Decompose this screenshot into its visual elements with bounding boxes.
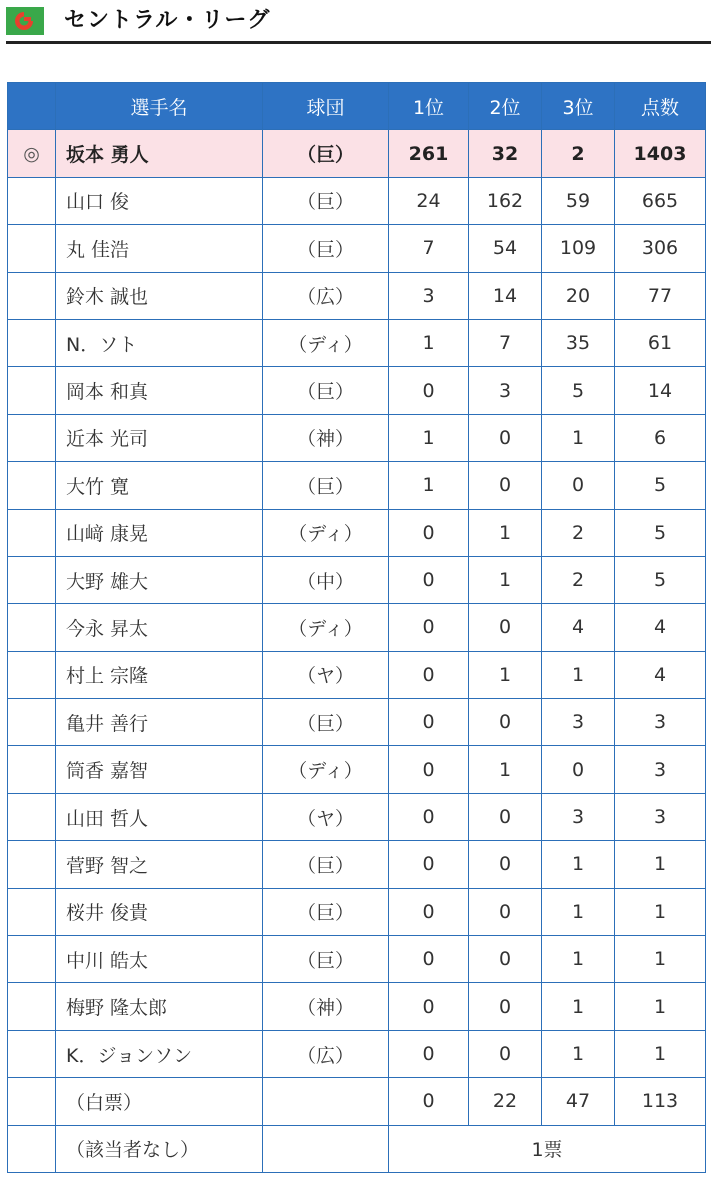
first-place-votes: 0	[389, 1030, 469, 1077]
first-place-votes: 0	[389, 1078, 469, 1125]
second-place-votes: 0	[469, 983, 542, 1030]
player-name: 今永 昇太	[56, 604, 263, 651]
second-place-votes: 0	[469, 936, 542, 983]
second-place-votes: 0	[469, 699, 542, 746]
second-place-votes: 3	[469, 367, 542, 414]
player-name: 鈴木 誠也	[56, 272, 263, 319]
total-points: 77	[615, 272, 706, 319]
second-place-votes: 1	[469, 509, 542, 556]
row-mark	[8, 888, 56, 935]
second-place-votes: 54	[469, 225, 542, 272]
third-place-votes: 20	[542, 272, 615, 319]
team-name: （巨）	[263, 462, 389, 509]
table-row	[8, 1078, 706, 1125]
row-mark	[8, 793, 56, 840]
player-name: 筒香 嘉智	[56, 746, 263, 793]
third-place-votes: 1	[542, 651, 615, 698]
total-points: 665	[615, 177, 706, 224]
league-logo-icon	[6, 7, 44, 35]
table-row	[8, 509, 706, 556]
player-name: 亀井 善行	[56, 699, 263, 746]
total-points: 3	[615, 699, 706, 746]
third-place-votes: 4	[542, 604, 615, 651]
first-place-votes: 0	[389, 699, 469, 746]
total-points: 5	[615, 462, 706, 509]
third-place-votes: 1	[542, 983, 615, 1030]
team-name: （広）	[263, 1030, 389, 1077]
first-place-votes: 7	[389, 225, 469, 272]
second-place-votes: 0	[469, 462, 542, 509]
second-place-votes: 162	[469, 177, 542, 224]
first-place-votes: 261	[389, 130, 469, 177]
table-row	[8, 1030, 706, 1077]
first-place-votes: 0	[389, 841, 469, 888]
row-mark	[8, 177, 56, 224]
first-place-votes: 0	[389, 509, 469, 556]
first-place-votes: 0	[389, 888, 469, 935]
second-place-votes: 22	[469, 1078, 542, 1125]
third-place-votes: 47	[542, 1078, 615, 1125]
first-place-votes: 0	[389, 793, 469, 840]
player-name: 岡本 和真	[56, 367, 263, 414]
column-header-second: 2位	[469, 83, 542, 130]
row-mark	[8, 936, 56, 983]
row-mark	[8, 1078, 56, 1125]
total-points: 1	[615, 1030, 706, 1077]
player-name: 近本 光司	[56, 414, 263, 461]
row-mark	[8, 746, 56, 793]
first-place-votes: 1	[389, 462, 469, 509]
total-points: 14	[615, 367, 706, 414]
table-header-row	[8, 83, 706, 130]
team-name: （巨）	[263, 699, 389, 746]
row-mark	[8, 1125, 56, 1172]
first-place-votes: 3	[389, 272, 469, 319]
row-mark	[8, 509, 56, 556]
team-name: （神）	[263, 983, 389, 1030]
player-name: N．ソト	[56, 319, 263, 366]
column-header-points: 点数	[615, 83, 706, 130]
table-row-none	[8, 1125, 706, 1172]
first-place-votes: 0	[389, 746, 469, 793]
player-name: 菅野 智之	[56, 841, 263, 888]
table-row	[8, 793, 706, 840]
table-row	[8, 556, 706, 603]
team-name: （巨）	[263, 888, 389, 935]
third-place-votes: 5	[542, 367, 615, 414]
table-row	[8, 319, 706, 366]
third-place-votes: 1	[542, 936, 615, 983]
second-place-votes: 14	[469, 272, 542, 319]
first-place-votes: 0	[389, 936, 469, 983]
row-mark	[8, 841, 56, 888]
third-place-votes: 2	[542, 130, 615, 177]
player-name: 村上 宗隆	[56, 651, 263, 698]
second-place-votes: 32	[469, 130, 542, 177]
second-place-votes: 7	[469, 319, 542, 366]
table-row	[8, 651, 706, 698]
team-name: （巨）	[263, 367, 389, 414]
table-row	[8, 888, 706, 935]
first-place-votes: 0	[389, 556, 469, 603]
table-row	[8, 462, 706, 509]
player-name: 桜井 俊貴	[56, 888, 263, 935]
team-name: （ディ）	[263, 319, 389, 366]
row-mark	[8, 699, 56, 746]
total-points: 61	[615, 319, 706, 366]
team-name: （巨）	[263, 225, 389, 272]
table-row	[8, 983, 706, 1030]
table-row	[8, 746, 706, 793]
player-name: （白票）	[56, 1078, 263, 1125]
second-place-votes: 0	[469, 604, 542, 651]
first-place-votes: 0	[389, 604, 469, 651]
total-points: 1	[615, 936, 706, 983]
first-place-votes: 1	[389, 319, 469, 366]
column-header-player: 選手名	[56, 83, 263, 130]
total-points: 3	[615, 746, 706, 793]
row-mark	[8, 462, 56, 509]
third-place-votes: 35	[542, 319, 615, 366]
total-points: 1	[615, 888, 706, 935]
first-place-votes: 0	[389, 983, 469, 1030]
third-place-votes: 109	[542, 225, 615, 272]
table-row	[8, 414, 706, 461]
first-place-votes: 1	[389, 414, 469, 461]
player-name: 梅野 隆太郎	[56, 983, 263, 1030]
second-place-votes: 0	[469, 793, 542, 840]
player-name: 丸 佳浩	[56, 225, 263, 272]
total-points: 3	[615, 793, 706, 840]
third-place-votes: 3	[542, 699, 615, 746]
vote-count: 1票	[389, 1125, 706, 1172]
team-name: （ヤ）	[263, 793, 389, 840]
second-place-votes: 1	[469, 556, 542, 603]
row-mark	[8, 272, 56, 319]
page-title: セントラル・リーグ	[64, 8, 271, 33]
table-row	[8, 130, 706, 177]
third-place-votes: 2	[542, 509, 615, 556]
team-name: （ヤ）	[263, 651, 389, 698]
row-mark	[8, 1030, 56, 1077]
row-mark	[8, 367, 56, 414]
second-place-votes: 1	[469, 651, 542, 698]
team-name: （神）	[263, 414, 389, 461]
row-mark	[8, 319, 56, 366]
total-points: 4	[615, 604, 706, 651]
team-name	[263, 1125, 389, 1172]
total-points: 5	[615, 509, 706, 556]
player-name: 大竹 寛	[56, 462, 263, 509]
player-name: 山田 哲人	[56, 793, 263, 840]
team-name: （巨）	[263, 130, 389, 177]
team-name: （中）	[263, 556, 389, 603]
column-header-team: 球団	[263, 83, 389, 130]
total-points: 6	[615, 414, 706, 461]
second-place-votes: 1	[469, 746, 542, 793]
player-name: 山口 俊	[56, 177, 263, 224]
second-place-votes: 0	[469, 841, 542, 888]
player-name: 中川 皓太	[56, 936, 263, 983]
team-name: （ディ）	[263, 509, 389, 556]
total-points: 113	[615, 1078, 706, 1125]
vote-results-table	[7, 82, 706, 1173]
row-mark	[8, 225, 56, 272]
player-name: 大野 雄大	[56, 556, 263, 603]
player-name: K．ジョンソン	[56, 1030, 263, 1077]
third-place-votes: 1	[542, 841, 615, 888]
third-place-votes: 0	[542, 746, 615, 793]
row-mark	[8, 651, 56, 698]
player-name: 坂本 勇人	[56, 130, 263, 177]
first-place-votes: 0	[389, 367, 469, 414]
player-name: 山﨑 康晃	[56, 509, 263, 556]
third-place-votes: 0	[542, 462, 615, 509]
third-place-votes: 2	[542, 556, 615, 603]
total-points: 1	[615, 983, 706, 1030]
first-place-votes: 24	[389, 177, 469, 224]
third-place-votes: 59	[542, 177, 615, 224]
third-place-votes: 1	[542, 1030, 615, 1077]
table-row	[8, 841, 706, 888]
second-place-votes: 0	[469, 1030, 542, 1077]
table-row	[8, 177, 706, 224]
table-row	[8, 936, 706, 983]
team-name: （ディ）	[263, 746, 389, 793]
row-mark: ◎	[8, 130, 56, 177]
team-name: （広）	[263, 272, 389, 319]
page-header	[6, 0, 711, 44]
second-place-votes: 0	[469, 414, 542, 461]
table-row	[8, 604, 706, 651]
player-name: （該当者なし）	[56, 1125, 263, 1172]
total-points: 1403	[615, 130, 706, 177]
total-points: 306	[615, 225, 706, 272]
team-name: （巨）	[263, 841, 389, 888]
team-name: （巨）	[263, 177, 389, 224]
column-header-third: 3位	[542, 83, 615, 130]
total-points: 5	[615, 556, 706, 603]
second-place-votes: 0	[469, 888, 542, 935]
table-row	[8, 272, 706, 319]
total-points: 1	[615, 841, 706, 888]
third-place-votes: 1	[542, 888, 615, 935]
team-name	[263, 1078, 389, 1125]
row-mark	[8, 983, 56, 1030]
table-row	[8, 699, 706, 746]
row-mark	[8, 556, 56, 603]
first-place-votes: 0	[389, 651, 469, 698]
table-row	[8, 367, 706, 414]
team-name: （巨）	[263, 936, 389, 983]
row-mark	[8, 604, 56, 651]
third-place-votes: 1	[542, 414, 615, 461]
column-header-mark	[8, 83, 56, 130]
team-name: （ディ）	[263, 604, 389, 651]
third-place-votes: 3	[542, 793, 615, 840]
total-points: 4	[615, 651, 706, 698]
table-row	[8, 225, 706, 272]
row-mark	[8, 414, 56, 461]
column-header-first: 1位	[389, 83, 469, 130]
